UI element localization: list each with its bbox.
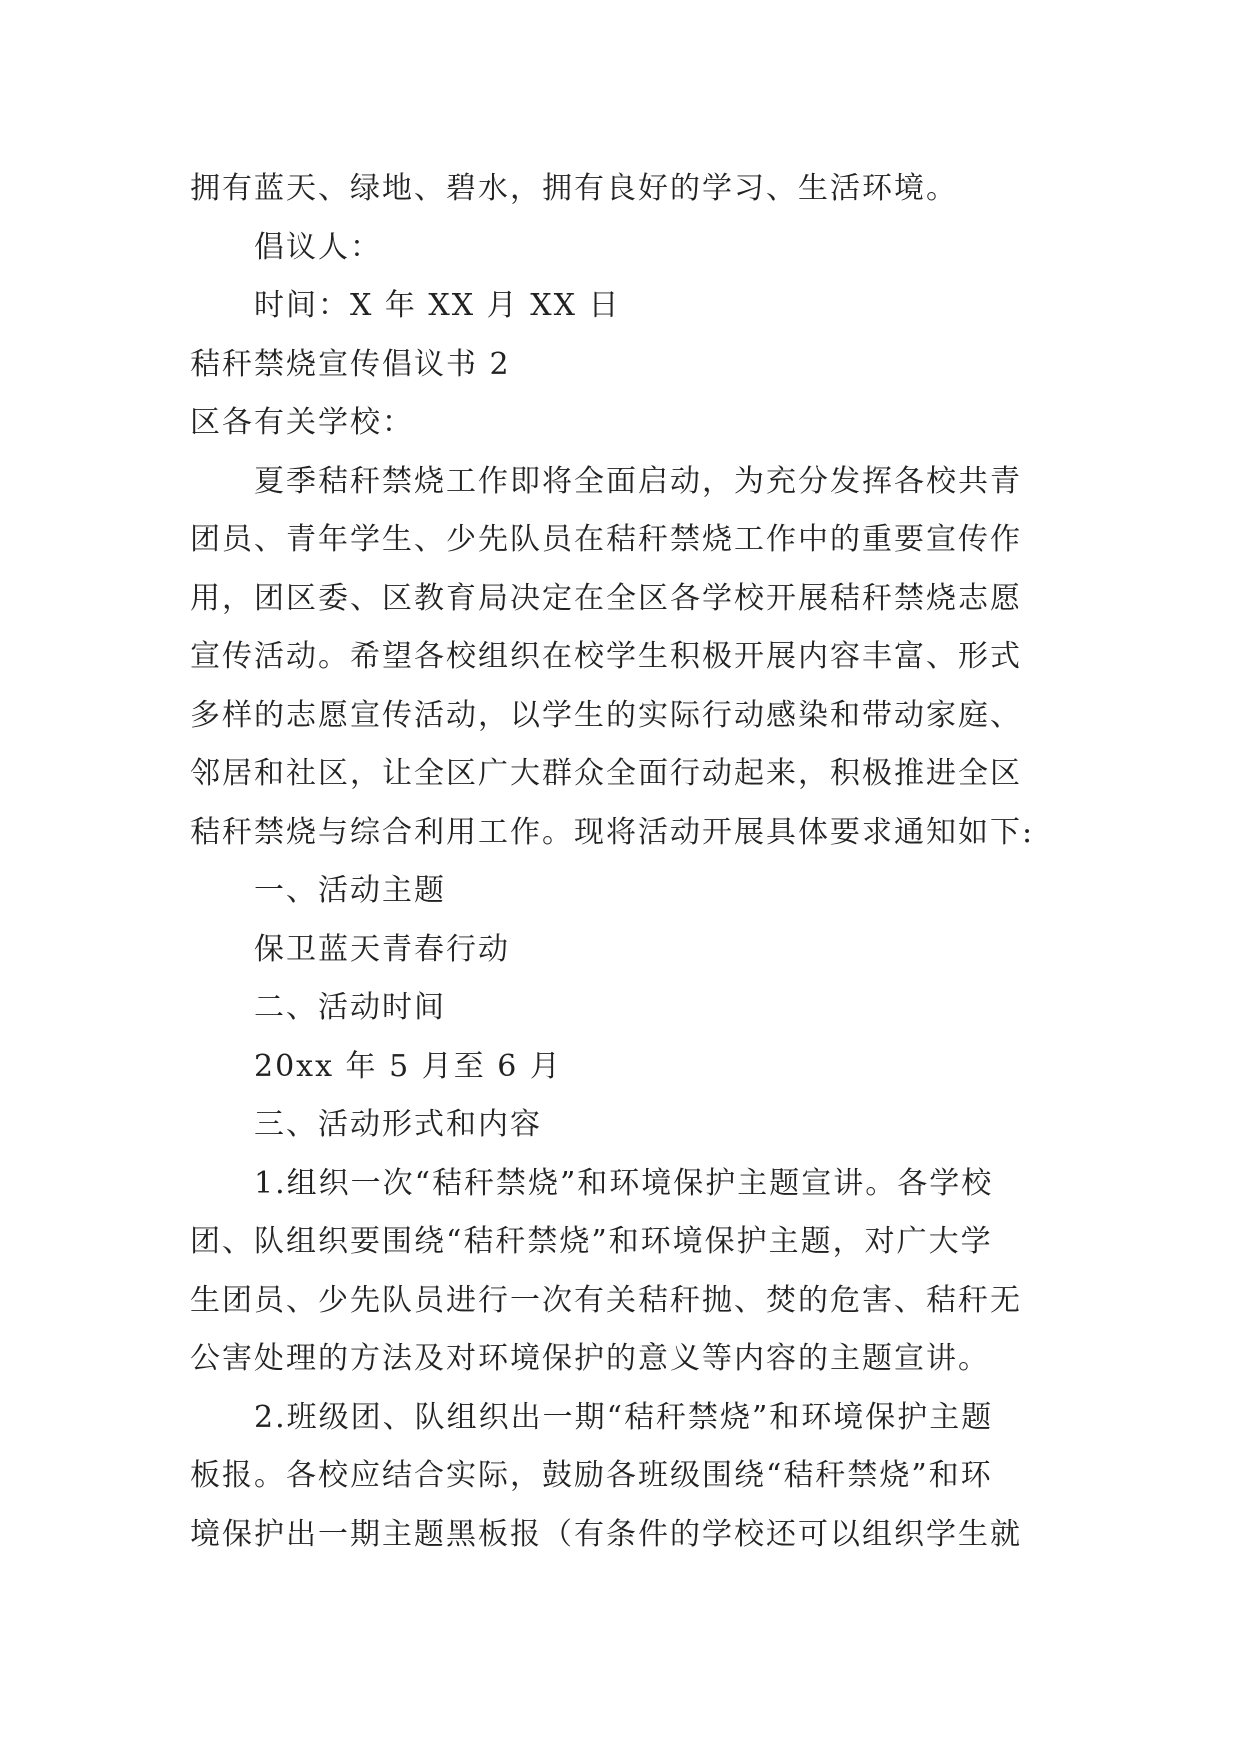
text-line-date: 时间：X 年 XX 月 XX 日 <box>254 288 621 323</box>
text-line: 保卫蓝天青春行动 <box>254 931 510 967</box>
text-line: 宣传活动。希望各校组织在校学生积极开展内容丰富、形式 <box>190 639 1022 674</box>
document-title: 秸秆禁烧宣传倡议书 2 <box>190 346 511 382</box>
text-line: 邻居和社区，让全区广大群众全面行动起来，积极推进全区 <box>190 756 1022 791</box>
document-body <box>190 160 1070 1564</box>
text-line: 多样的志愿宣传活动，以学生的实际行动感染和带动家庭、 <box>190 697 1022 733</box>
salutation: 区各有关学校： <box>190 405 414 440</box>
text-line: 公害处理的方法及对环境保护的意义等内容的主题宣讲。 <box>190 1341 990 1376</box>
text-line: 1.组织一次“秸秆禁烧”和环境保护主题宣讲。各学校 <box>254 1165 994 1201</box>
text-line: 秸秆禁烧与综合利用工作。现将活动开展具体要求通知如下: <box>190 814 1035 850</box>
text-line: 2.班级团、队组织出一期“秸秆禁烧”和环境保护主题 <box>254 1399 994 1435</box>
text-line: 团员、青年学生、少先队员在秸秆禁烧工作中的重要宣传作 <box>190 522 1022 557</box>
text-line: 团、队组织要围绕“秸秆禁烧”和环境保护主题，对广大学 <box>190 1224 993 1259</box>
text-line: 板报。各校应结合实际，鼓励各班级围绕“秸秆禁烧”和环 <box>190 1458 993 1493</box>
section-heading: 三、活动形式和内容 <box>254 1107 542 1142</box>
text-line: 境保护出一期主题黑板报（有条件的学校还可以组织学生就 <box>190 1516 1022 1552</box>
text-line: 拥有蓝天、绿地、碧水，拥有良好的学习、生活环境。 <box>190 171 958 206</box>
text-line: 夏季秸秆禁烧工作即将全面启动，为充分发挥各校共青 <box>254 463 1022 499</box>
text-line: 20xx 年 5 月至 6 月 <box>254 1048 562 1084</box>
section-heading: 一、活动主题 <box>254 873 446 908</box>
section-heading: 二、活动时间 <box>254 990 446 1025</box>
text-line: 生团员、少先队员进行一次有关秸秆抛、焚的危害、秸秆无 <box>190 1282 1022 1318</box>
text-line: 用，团区委、区教育局决定在全区各学校开展秸秆禁烧志愿 <box>190 580 1022 616</box>
text-line-proposer: 倡议人： <box>254 229 382 265</box>
